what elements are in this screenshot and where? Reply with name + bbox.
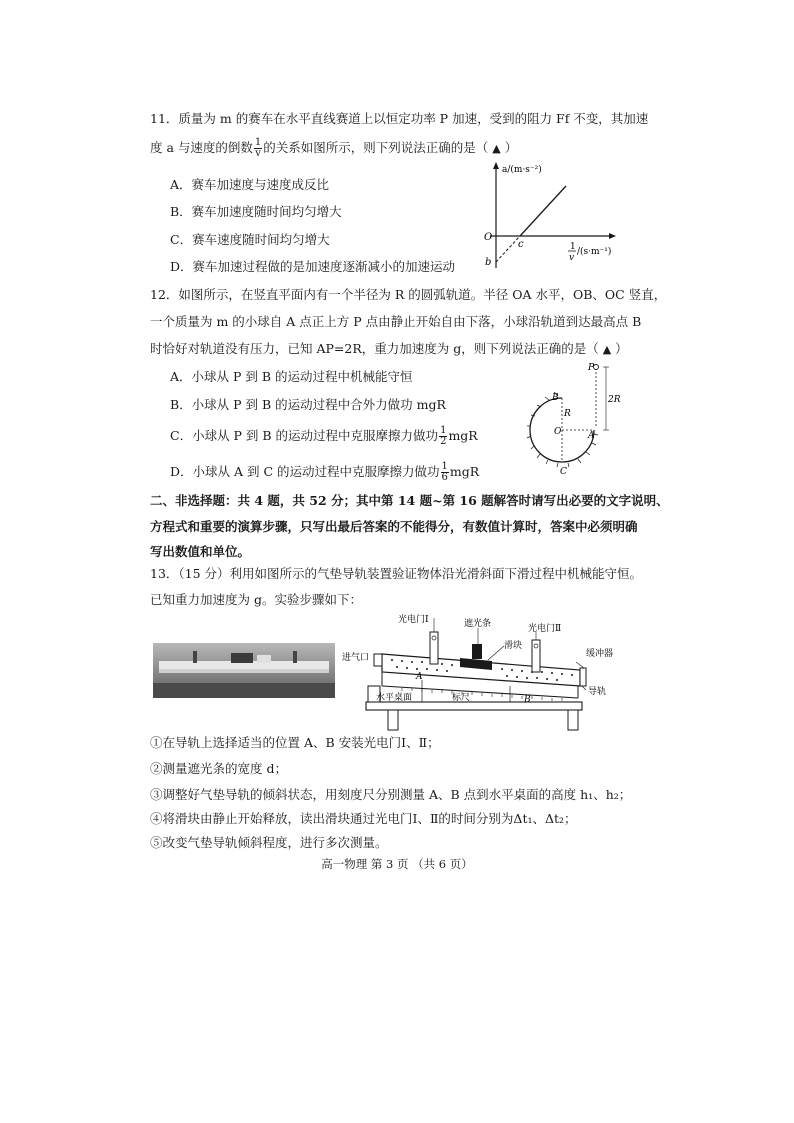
x-axis-label-num: 1 <box>570 242 576 252</box>
label-a: A <box>416 672 423 682</box>
label-c: C <box>560 467 567 477</box>
label-strip: 遮光条 <box>464 619 492 629</box>
table-leg-right <box>568 710 578 730</box>
q13-stem-line2: 已知重力加速度为 g。实验步骤如下： <box>150 592 362 607</box>
answer-blank-q11[interactable]: ▲ <box>492 142 501 155</box>
x-axis-arrow <box>609 233 616 239</box>
q12-option-a[interactable]: A．小球从 P 到 B 的运动过程中机械能守恒 <box>170 369 413 384</box>
label-a: A <box>588 431 595 441</box>
shading-strip <box>472 644 482 659</box>
table-top <box>366 702 582 710</box>
q13-stem-line1: 13．（15 分）利用如图所示的气垫导轨装置验证物体沿光滑斜面下滑过程中机械能守恒。 <box>150 566 643 581</box>
table-leg-left <box>388 710 398 730</box>
label-b: B <box>524 695 531 705</box>
q13-step-2: ②测量遮光条的宽度 d； <box>150 761 287 776</box>
label-gate2: 光电门Ⅱ <box>528 624 562 634</box>
label-rail: 导轨 <box>588 687 607 697</box>
q11-stem-line2: 度 a 与速度的倒数 $\frac{1}{v}$ 的关系如图所示，则下列说法正确的是（ ▲ ） <box>150 137 518 159</box>
photogate-1 <box>430 632 438 664</box>
air-track-photo <box>153 643 335 698</box>
label-scale: 标尺 <box>452 693 471 703</box>
q11-option-c[interactable]: C．赛车速度随时间均匀增大 <box>170 232 330 247</box>
q11-stem-line1: 11．质量为 m 的赛车在水平直线赛道上以恒定功率 P 加速，受到的阻力 Ff 不变，其加速 <box>150 111 649 126</box>
section2-line2: 方程式和重要的演算步骤，只写出最后答案的不能得分，有数值计算时，答案中必须明确 <box>150 519 638 534</box>
x-axis-label-unit: /(s·m⁻¹) <box>577 247 612 257</box>
q12-option-c[interactable]: C．小球从 P 到 B 的运动过程中克服摩擦力做功 $\frac{1}{2}$ mgR <box>170 425 478 447</box>
section2-line3: 写出数值和单位。 <box>150 544 251 559</box>
label-2r: 2R <box>608 395 621 405</box>
q12-stem-line2: 一个质量为 m 的小球自 A 点正上方 P 点由静止开始自由下落，小球沿轨道到达最高点 B <box>150 314 642 329</box>
label-table: 水平桌面 <box>376 693 413 703</box>
b-label: b <box>485 257 492 268</box>
buffer <box>580 668 586 686</box>
graph-line <box>520 186 566 236</box>
q11-option-a[interactable]: A．赛车加速度与速度成反比 <box>170 177 330 192</box>
graph-line-extension <box>496 236 520 262</box>
photogate-2 <box>532 640 540 672</box>
q13-step-5: ⑤改变气垫导轨倾斜程度，进行多次测量。 <box>150 835 388 850</box>
label-slider: 滑块 <box>504 641 523 651</box>
x-axis-label-den: v <box>569 253 575 263</box>
q12-option-d[interactable]: D．小球从 A 到 C 的运动过程中克服摩擦力做功 $\frac{1}{6}$ mgR <box>170 461 480 483</box>
label-p: P <box>588 363 595 373</box>
y-axis-label: a/(m·s⁻²) <box>502 165 542 175</box>
q12-stem-line1: 12．如图所示，在竖直平面内有一个半径为 R 的圆弧轨道。半径 OA 水平，OB、OC 竖直， <box>150 287 667 302</box>
q11-a-vs-inverse-v-graph <box>480 158 620 273</box>
c-label: c <box>518 239 524 250</box>
air-inlet <box>374 654 382 666</box>
q12-stem-line3: 时恰好对轨道没有压力，已知 AP=2R，重力加速度为 g，则下列说法正确的是（ ▲ ） <box>150 341 628 356</box>
q11-fraction: $\frac{1}{v}$ <box>254 137 262 159</box>
track-hatching <box>527 392 598 467</box>
q11-option-b[interactable]: B．赛车加速度随时间均匀增大 <box>170 204 342 219</box>
y-axis-arrow <box>493 162 499 169</box>
scale-ticks <box>402 688 562 701</box>
label-gate1: 光电门Ⅰ <box>398 615 429 625</box>
air-track-apparatus-diagram <box>342 610 632 735</box>
label-b: B <box>552 393 559 403</box>
ball-at-p <box>594 365 599 370</box>
q12-option-b[interactable]: B．小球从 P 到 B 的运动过程中合外力做功 mgR <box>170 397 446 412</box>
page-footer: 高一物理 第 3 页 （共 6 页） <box>321 857 473 871</box>
label-buffer: 缓冲器 <box>586 649 614 659</box>
label-inlet: 进气口 <box>342 653 370 663</box>
label-o: O <box>554 427 562 437</box>
q13-step-4: ④将滑块由静止开始释放，读出滑块通过光电门Ⅰ、Ⅱ的时间分别为Δt₁、Δt₂； <box>150 811 577 826</box>
section2-line1: 二、非选择题：共 4 题，共 52 分；其中第 14 题~第 16 题解答时请写出必要的文字说明、 <box>150 493 669 508</box>
origin-label: O <box>484 232 493 243</box>
q13-step-1: ①在导轨上选择适当的位置 A、B 安装光电门Ⅰ、Ⅱ； <box>150 735 440 750</box>
answer-blank-q12[interactable]: ▲ <box>602 343 612 356</box>
label-r: R <box>564 409 571 419</box>
q12-circular-track-diagram <box>518 358 621 478</box>
q11-option-d[interactable]: D．赛车加速过程做的是加速度逐渐减小的加速运动 <box>170 259 456 274</box>
q13-step-3: ③调整好气垫导轨的倾斜状态，用刻度尺分别测量 A、B 点到水平桌面的高度 h₁、h₂； <box>150 787 632 802</box>
